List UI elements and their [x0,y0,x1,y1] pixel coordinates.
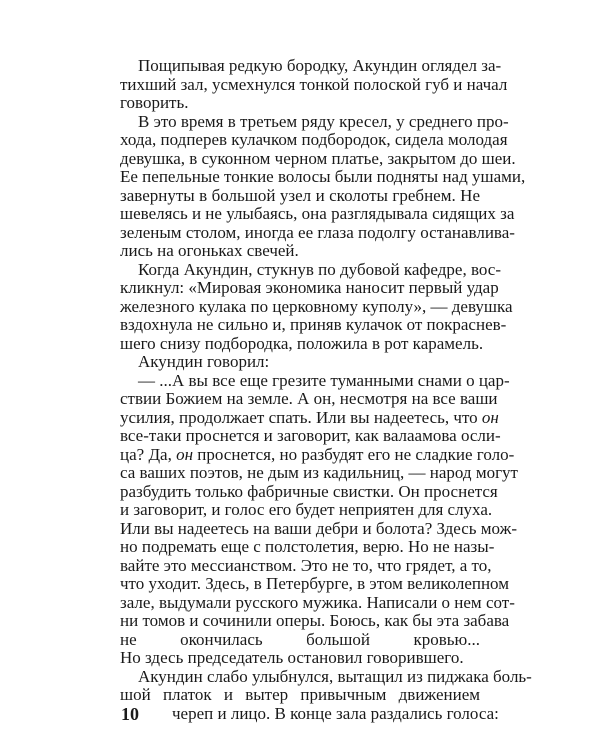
page-number: 10 [121,703,139,724]
text-line: Акундин слабо улыбнулся, вытащил из пиджака боль- [138,666,532,686]
text-line: говорить. [120,93,189,112]
text-line: лись на огоньках свечей. [120,241,299,260]
text-line: хода, подперев кулачком подбородок, сидела молодая [120,130,508,149]
text-line: Пощипывая редкую бородку, Акундин оглядел за- [138,56,502,75]
text-line: ни томов и сочинили оперы. Боюсь, как бы эта забава [120,611,510,630]
text-line: все-таки проснется и заговорит, как валаамова осли- [120,426,501,445]
text-line: — ...А вы все еще грезите туманными снами о цар- [138,370,510,390]
text-line: Или вы надеетесь на ваши дебри и болота? Здесь мож- [120,518,518,538]
text-line: девушка, в суконном черном платье, закрытом до шеи. [120,148,516,168]
text-line: но подремать еще с полстолетия, верю. Но не назы- [120,537,495,556]
text-line: зеленым столом, иногда ее глаза подолгу останавлива- [120,222,515,242]
text-line: и заговорит, и голос его будет неприятен для слуха. [120,500,493,519]
text-line: что уходит. Здесь, в Петербурге, в этом великолепном [120,574,509,593]
text-line: разбудить только фабричные свистки. Он проснется [120,481,498,501]
text-line: Акундин говорил: [138,352,270,371]
text-line: са ваших поэтов, не дым из кадильниц, — народ могут [120,463,518,482]
text-line [172,722,480,742]
text-line: Когда Акундин, стукнув по дубовой кафедре, вос- [138,259,501,279]
text-line: В это время в третьем ряду кресел, у среднего про- [138,111,509,131]
text-line: тихший зал, усмехнулся тонкой полоской губ и начал [120,74,508,94]
text-line: Но здесь председатель остановил говорившего. [120,648,464,667]
text-line: завернуты в большой узел и сколоты гребнем. Не [120,185,480,205]
text-line: железного кулака по церковному куполу», — девушка [120,296,513,316]
text-line: вздохнула не сильно и, приняв кулачок от покраснев- [120,315,507,334]
text-line: ца? Да, он проснется, но разбудят его не сладкие голо- [120,444,515,464]
text-line: кликнул: «Мировая экономика наносит первый удар [120,278,499,297]
text-line: усилия, продолжает спать. Или вы надеетесь, что он [120,407,499,427]
text-line: вайте это мессианством. Это не то, что грядет, а то, [120,555,492,575]
text-line: череп и лицо. В конце зала раздались голоса: [172,703,499,723]
text-line: Ее пепельные тонкие волосы были подняты над ушами, [120,167,526,186]
text-line: шего снизу подбородка, положила в рот карамель. [120,333,484,353]
text-line: шой платок и вытер привычным движением [120,685,480,704]
text-line: зале, выдумали русского мужика. Написали о нем сот- [120,592,515,612]
text-line: ствии Божием на земле. А он, несмотря на все ваши [120,389,498,408]
text-line: шевелясь и не улыбаясь, она разглядывала сидящих за [120,204,515,223]
text-line: не окончилась большой кровью... [120,629,480,649]
